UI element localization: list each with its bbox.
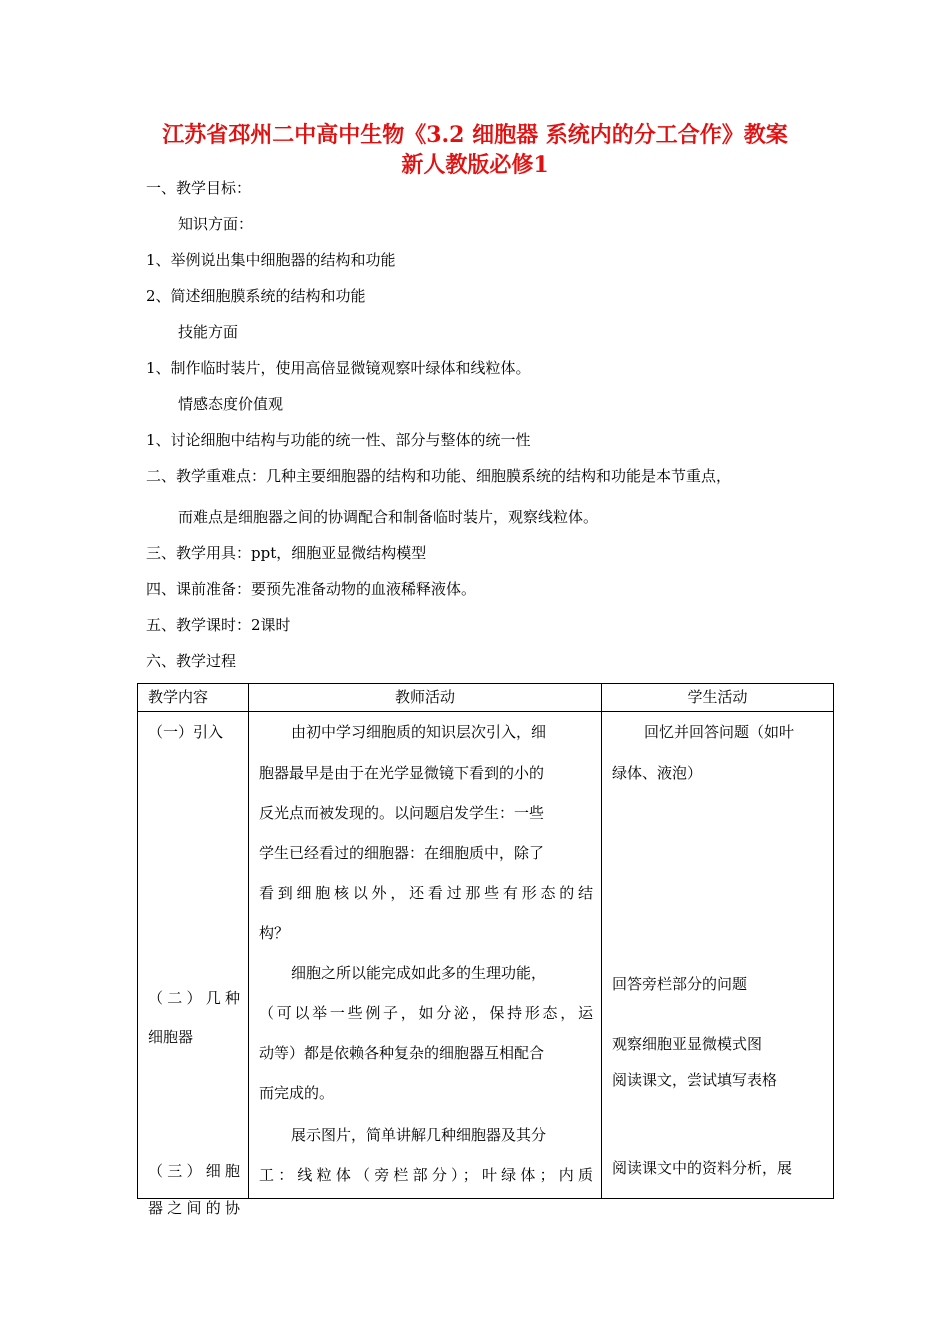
- teacher-line: 展示图片，简单讲解几种细胞器及其分: [291, 1126, 547, 1144]
- content-item: 细胞器: [148, 1028, 194, 1046]
- teacher-line: 看到细胞核以外，还看过那些有形态的结: [259, 884, 593, 902]
- table-row: [138, 712, 834, 1199]
- section-tools: 三、教学用具：ppt，细胞亚显微结构模型: [146, 544, 427, 562]
- content-item: （二）几种: [148, 989, 240, 1007]
- key-points-continued: 而难点是细胞器之间的协调配合和制备临时装片，观察线粒体。: [178, 508, 599, 526]
- header-teacher: [249, 684, 602, 712]
- header-student: [602, 684, 834, 712]
- knowledge-item-1: 1、举例说出集中细胞器的结构和功能: [146, 251, 396, 269]
- student-line: 绿体、液泡）: [612, 764, 703, 782]
- section-preparation: 四、课前准备：要预先准备动物的血液稀释液体。: [146, 580, 477, 598]
- skills-item-1: 1、制作临时装片，使用高倍显微镜观察叶绿体和线粒体。: [146, 359, 531, 377]
- header-teacher-label: 教师活动: [394, 688, 455, 706]
- section-process: 六、教学过程: [146, 652, 237, 670]
- student-line: 观察细胞亚显微模式图: [612, 1035, 763, 1053]
- knowledge-item-2: 2、简述细胞膜系统的结构和功能: [146, 287, 366, 305]
- teacher-line: 细胞之所以能完成如此多的生理功能，: [291, 964, 547, 982]
- teacher-line: 工：线粒体（旁栏部分）；叶绿体；内质: [259, 1166, 593, 1184]
- teacher-line: 反光点而被发现的。以问题启发学生：一些: [259, 804, 545, 822]
- teacher-line: 学生已经看过的细胞器：在细胞质中，除了: [259, 844, 545, 862]
- content-item: （一）引入: [148, 723, 224, 741]
- header-content: [138, 684, 249, 712]
- student-line: 阅读课文，尝试填写表格: [612, 1071, 778, 1089]
- table-header-row: [138, 684, 834, 712]
- subheading-knowledge: 知识方面：: [178, 215, 254, 233]
- student-line: 回答旁栏部分的问题: [612, 975, 748, 993]
- section-objectives: 一、教学目标：: [146, 179, 252, 197]
- teacher-line: （可以举一些例子，如分泌，保持形态，运: [259, 1004, 593, 1022]
- content-item: （三）细胞: [148, 1162, 240, 1180]
- teacher-line: 构？: [259, 924, 290, 942]
- header-content-label: 教学内容: [148, 688, 209, 706]
- attitude-item-1: 1、讨论细胞中结构与功能的统一性、部分与整体的统一性: [146, 431, 531, 449]
- teacher-line: 由初中学习细胞质的知识层次引入，细: [291, 723, 547, 741]
- teacher-line: 动等）都是依赖各种复杂的细胞器互相配合: [259, 1044, 545, 1062]
- teaching-process-table: [137, 683, 834, 1217]
- doc-title-line1: 江苏省邳州二中高中生物《3.2 细胞器 系统内的分工合作》教案: [162, 122, 788, 148]
- subheading-attitude: 情感态度价值观: [178, 395, 284, 413]
- section-key-points: 二、教学重难点：几种主要细胞器的结构和功能、细胞膜系统的结构和功能是本节重点，: [146, 467, 732, 485]
- student-line: 回忆并回答问题（如叶: [644, 723, 795, 741]
- content-cell: [138, 712, 249, 1217]
- student-line: 阅读课文中的资料分析，展: [612, 1159, 793, 1177]
- teacher-cell: [249, 712, 602, 1199]
- student-cell: [602, 712, 834, 1199]
- content-item: 器之间的协: [148, 1199, 240, 1217]
- section-hours: 五、教学课时：2课时: [146, 616, 291, 634]
- doc-title-line2: 新人教版必修1: [401, 152, 549, 178]
- header-student-label: 学生活动: [687, 688, 748, 706]
- teacher-line: 胞器最早是由于在光学显微镜下看到的小的: [259, 764, 545, 782]
- teacher-line: 而完成的。: [259, 1084, 335, 1102]
- subheading-skills: 技能方面: [178, 323, 239, 341]
